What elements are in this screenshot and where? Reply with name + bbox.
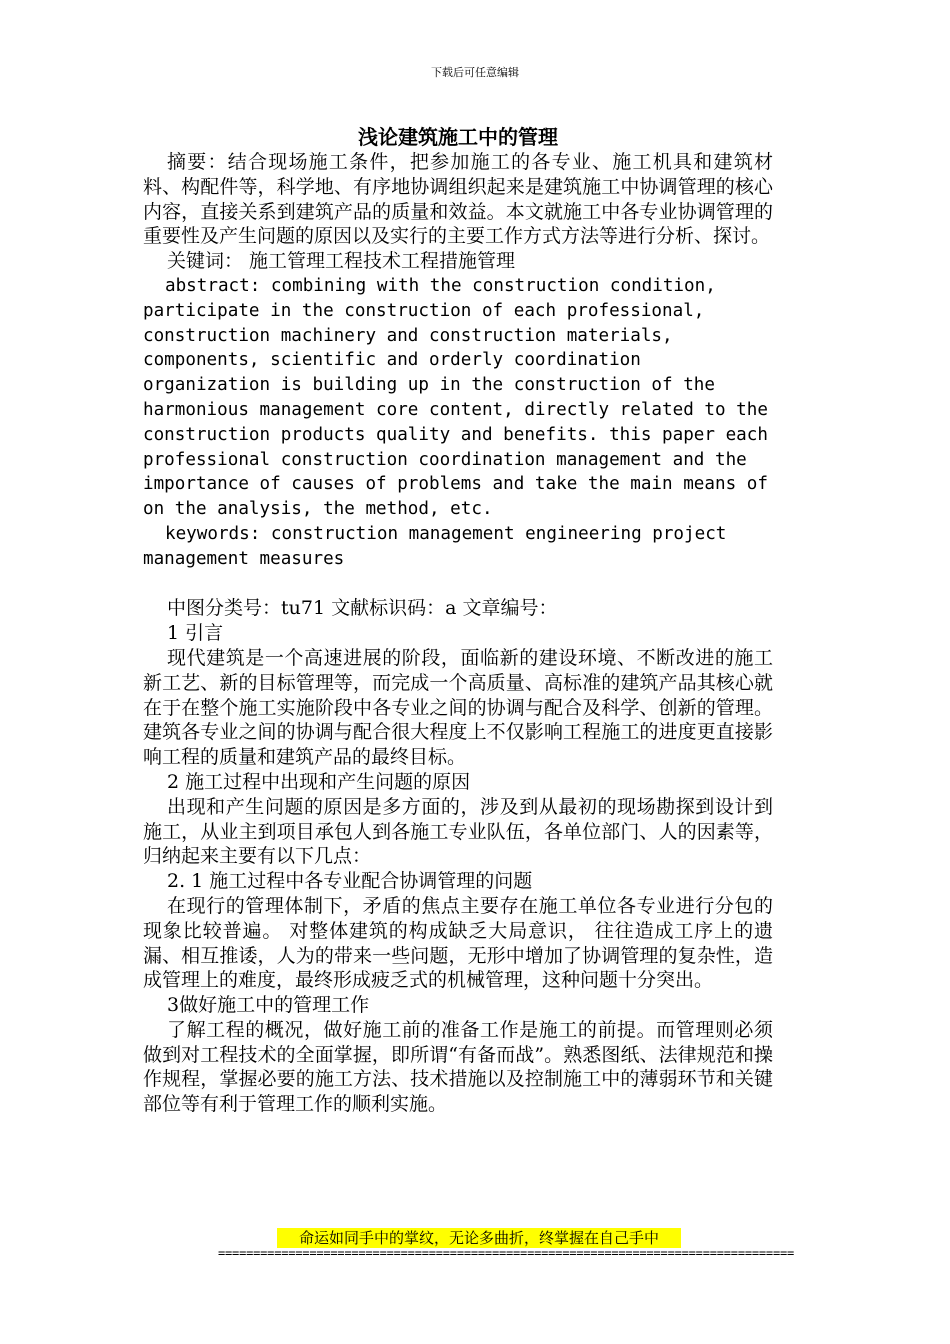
section-3-heading: 3做好施工中的管理工作 (167, 994, 370, 1017)
page-header-note: 下载后可任意编辑 (431, 66, 519, 79)
keywords-en: keywords: construction management engineering project management measures (143, 523, 737, 569)
document-body (143, 124, 779, 1117)
section-2-body: 出现和产生问题的原因是多方面的，涉及到从最初的现场勘探到设计到施工，从业主到项目承包人到各施工专业队伍，各单位部门、人的因素等，归纳起来主要有以下几点： (143, 795, 773, 868)
article-title: 浅论建筑施工中的管理 (358, 125, 558, 149)
spacer (143, 572, 773, 597)
keywords-cn: 关键词： 施工管理工程技术工程措施管理 (167, 250, 516, 273)
section-1-body: 现代建筑是一个高速进展的阶段，面临新的建设环境、不断改进的施工新工艺、新的目标管理等，而完成一个高质量、高标准的建筑产品其核心就在于在整个施工实施阶段中各专业之间的协调与配合及科学、创新的管理。建筑各专业之间的协调与配合很大程度上不仅影响工程施工的进度更直接影响工程的质量和建筑产品的最终目标。 (143, 646, 773, 769)
classification-line: 中图分类号：tu71 文献标识码：a 文章编号： (167, 597, 558, 620)
abstract-en: abstract: combining with the construction condition, participate in the construction of each professional, construction machinery and construction materials, components, scientific and orderly coordination organization is building up in the construction of the harmonious management core content, directly related to the construction products quality and benefits. this paper each professional construction coordination management and the importance of causes of problems and take the main means of on the analysis, the method, etc. (143, 275, 779, 520)
section-2-heading: 2 施工过程中出现和产生问题的原因 (167, 770, 471, 793)
footer-rule: ================================================================================== (218, 1246, 795, 1260)
section-1-heading: 1 引言 (167, 622, 224, 645)
section-3-body: 了解工程的概况，做好施工前的准备工作是施工的前提。而管理则必须做到对工程技术的全面掌握，即所谓“有备而战”。熟悉图纸、法律规范和操作规程，掌握必要的施工方法、技术措施以及控制施工中的薄弱环节和关键部位等有利于管理工作的顺利实施。 (143, 1018, 773, 1116)
footer-motto: 命运如同手中的掌纹，无论多曲折，终掌握在自己手中 (277, 1228, 681, 1248)
abstract-cn: 摘要：结合现场施工条件，把参加施工的各专业、施工机具和建筑材料、构配件等，科学地、有序地协调组织起来是建筑施工中协调管理的核心内容，直接关系到建筑产品的质量和效益。本文就施工中各专业协调管理的重要性及产生问题的原因以及实行的主要工作方式方法等进行分析、探讨。 (143, 151, 773, 248)
section-2-1-heading: 2. 1 施工过程中各专业配合协调管理的问题 (167, 870, 533, 893)
section-2-1-body: 在现行的管理体制下，矛盾的焦点主要存在施工单位各专业进行分包的现象比较普遍。 对整体建筑的构成缺乏大局意识， 往往造成工序上的遗漏、相互推诿，人为的带来一些问题，无形中增加了协调管理的复杂性，造成管理上的难度，最终形成疲乏式的机械管理，这种问题十分突出。 (143, 894, 773, 992)
